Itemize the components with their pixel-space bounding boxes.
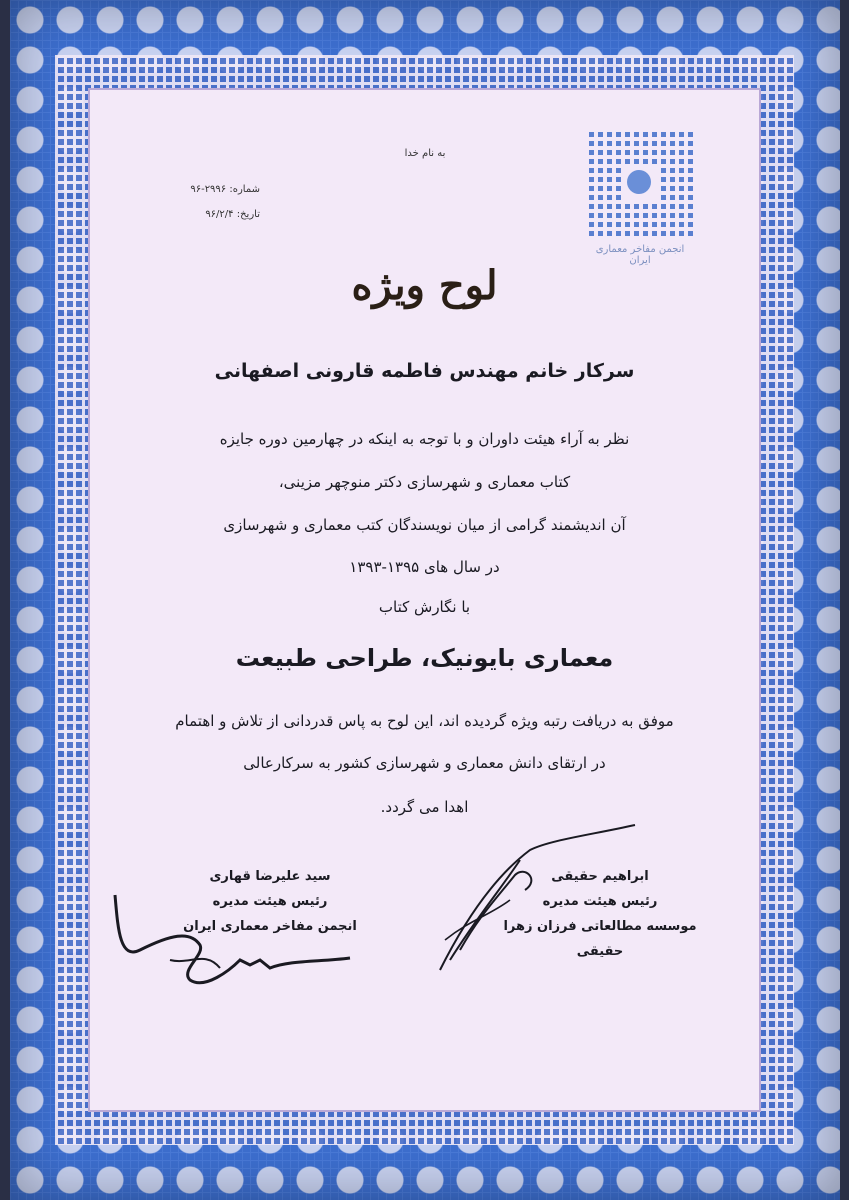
signer-role: رئیس هیئت مدیره [542,894,658,909]
signer-organization: انجمن مفاخر معماری ایران [183,919,357,934]
document-date: تاریخ: ۹۶/۲/۴ [205,209,260,220]
handwritten-signature-right [420,820,650,980]
basmala: به نام خدا [404,148,446,159]
certificate-title: لوح ویژه [351,262,498,309]
body-line: در سال های ۱۳۹۵-۱۳۹۳ [349,558,500,576]
handwritten-signature-left [110,890,360,1000]
body-line: با نگارش کتاب [378,598,471,616]
signer-organization: موسسه مطالعاتی فرزان زهرا حقیقی [503,919,697,959]
organization-logo [585,128,693,236]
signer-role: رئیس هیئت مدیره [212,894,328,909]
body-line: کتاب معماری و شهرسازی دکتر منوچهر مزینی، [278,473,571,491]
signer-name: سید علیرضا قهاری [209,869,331,884]
signer-name: ابراهیم حقیقی [551,869,649,884]
recipient-name: سرکار خانم مهندس فاطمه قارونی اصفهانی [214,360,635,382]
book-title: معماری بایونیک، طراحی طبیعت [235,644,614,672]
closing-line: در ارتقای دانش معماری و شهرسازی کشور به سرکارعالی [243,754,606,772]
body-line: نظر به آراء هیئت داوران و با توجه به اینکه در چهارمین دوره جایزه [219,430,630,448]
closing-line: موفق به دریافت رتبه ویژه گردیده اند، این لوح به پاس قدردانی از تلاش و اهتمام [175,712,674,730]
closing-line: اهدا می گردد. [380,798,469,816]
logo-caption: انجمن مفاخر معماری ایران [595,244,685,266]
document-number: شماره: ۲۹۹۶-۹۶ [190,184,260,195]
body-line: آن اندیشمند گرامی از میان نویسندگان کتب معماری و شهرسازی [223,516,626,534]
